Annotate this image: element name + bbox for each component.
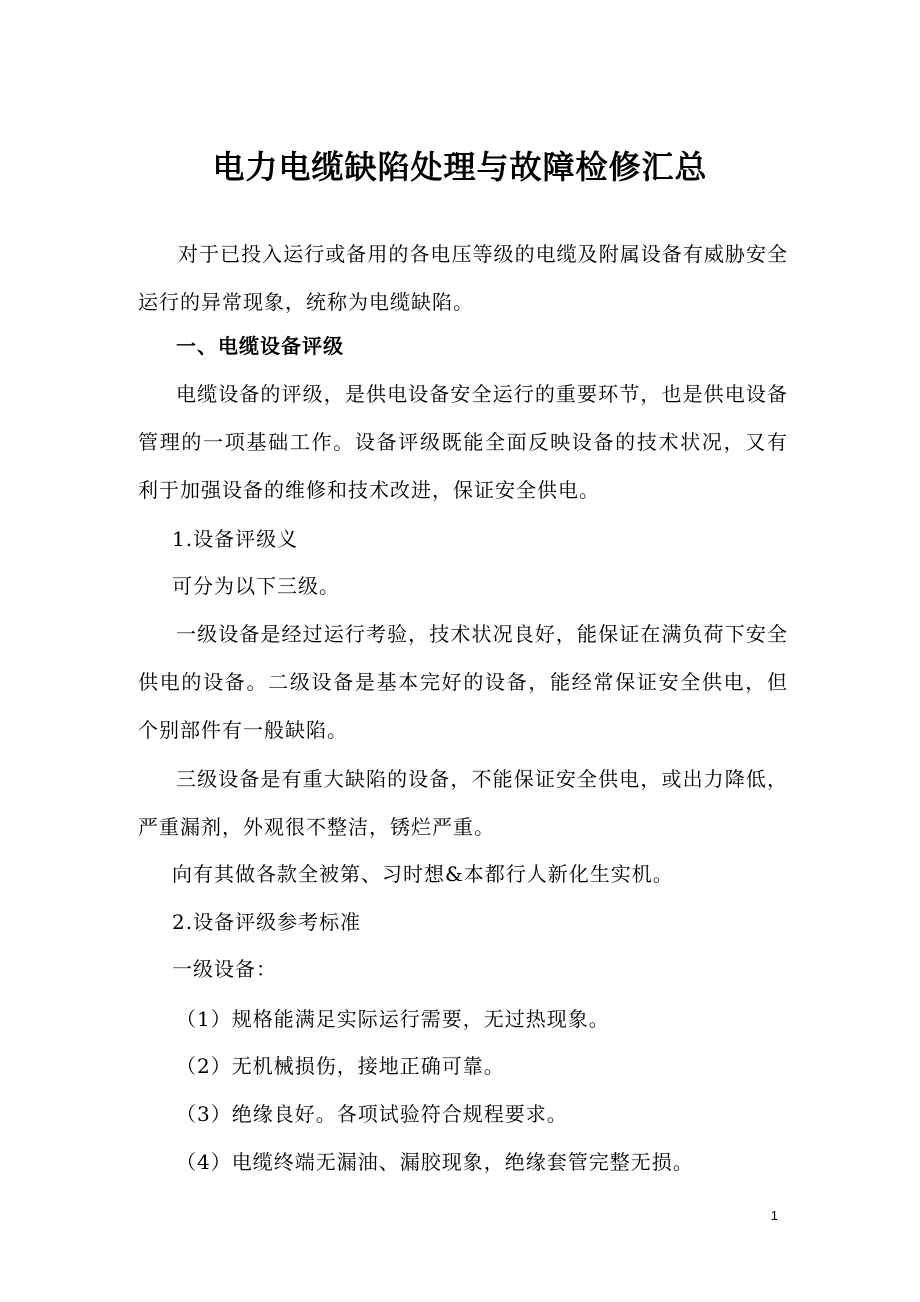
paragraph-level-three: 三级设备是有重大缺陷的设备，不能保证安全供电，或出力降低，严重漏剂，外观很不整洁，锈烂严重。 — [138, 767, 788, 839]
section-heading-equipment-rating: 一、电缆设备评级 — [176, 334, 344, 358]
section-paragraph-equipment-rating: 电缆设备的评级，是供电设备安全运行的重要环节，也是供电设备管理的一项基础工作。设备评级既能全面反映设备的技术状况，又有利于加强设备的维修和技术改进，保证安全供电。 — [138, 382, 788, 502]
text-garbled-line: 向有其做各款全被第、习时想&本都行人新化生实机。 — [172, 862, 674, 886]
subsection-heading-rating-definition: 1.设备评级义 — [172, 527, 299, 551]
text-level-one-label: 一级设备： — [172, 957, 277, 981]
intro-paragraph: 对于已投入运行或备用的各电压等级的电缆及附属设备有威胁安全运行的异常现象，统称为电缆缺陷。 — [138, 242, 788, 314]
document-title: 电力电缆缺陷处理与故障检修汇总 — [212, 148, 708, 186]
subsection-heading-rating-standards: 2.设备评级参考标准 — [172, 910, 362, 934]
page-number: 1 — [770, 1208, 778, 1223]
text-three-levels: 可分为以下三级。 — [172, 574, 340, 598]
paragraph-level-one-two: 一级设备是经过运行考验，技术状况良好，能保证在满负荷下安全供电的设备。二级设备是基本完好的设备，能经常保证安全供电，但个别部件有一般缺陷。 — [138, 622, 788, 742]
list-item: （1）规格能满足实际运行需要，无过热现象。 — [176, 1007, 610, 1031]
list-item: （3）绝缘良好。各项试验符合规程要求。 — [176, 1102, 568, 1126]
list-item: （4）电缆终端无漏油、漏胶现象，绝缘套管完整无损。 — [176, 1150, 694, 1174]
list-item: （2）无机械损伤，接地正确可靠。 — [176, 1054, 505, 1078]
